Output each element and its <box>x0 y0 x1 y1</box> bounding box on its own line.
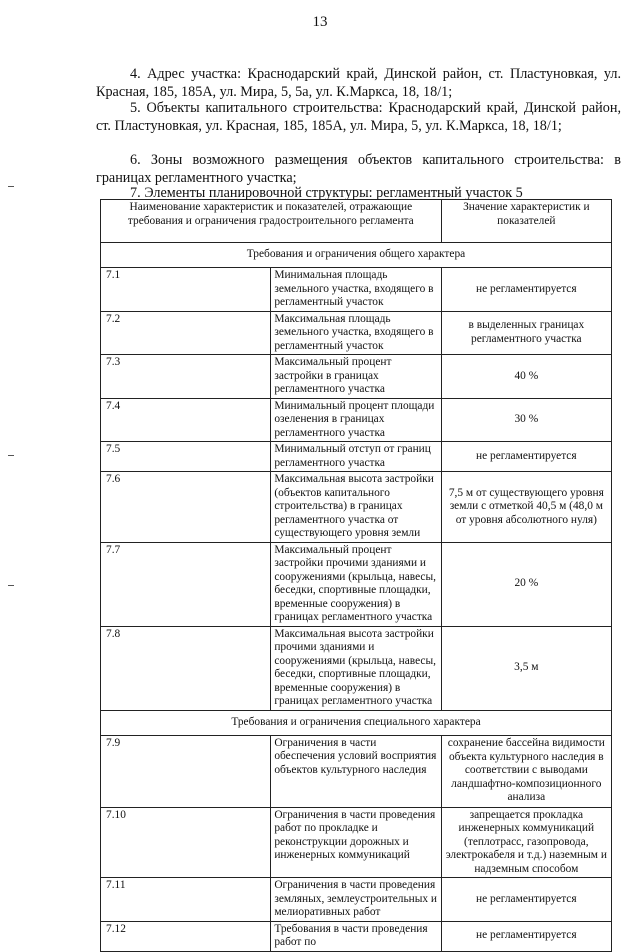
page-number: 13 <box>312 14 328 30</box>
table-row <box>101 311 612 355</box>
table-row <box>101 921 612 951</box>
row-value: не регламентируется <box>441 878 611 922</box>
header-name-cell: Наименование характеристик и показателей, отражающие требования и ограничения градостроительного регламента <box>101 200 442 243</box>
row-name: Требования в части проведения работ по <box>271 921 441 951</box>
row-number: 7.10 <box>101 807 271 878</box>
row-value: 30 % <box>441 398 611 442</box>
row-value: 20 % <box>441 542 611 626</box>
row-number: 7.2 <box>101 311 271 355</box>
section-title: Требования и ограничения специального характера <box>101 710 612 735</box>
row-number: 7.1 <box>101 268 271 312</box>
row-name: Максимальный процент застройки в границах регламентного участка <box>271 355 441 399</box>
row-value: не регламентируется <box>441 442 611 472</box>
paragraph-objects: 5. Объекты капитального строительства: Краснодарский край, Динской район, ст. Пластуновкая, ул. Красная, 185, 185А, ул. Мира, 5, ул. К.Маркса, 18, 18/1; <box>96 100 621 134</box>
table-header-row <box>101 200 612 243</box>
row-value: 40 % <box>441 355 611 399</box>
row-number: 7.8 <box>101 626 271 710</box>
section-row-special <box>101 710 612 735</box>
row-number: 7.4 <box>101 398 271 442</box>
paragraph-structure: 7. Элементы планировочной структуры: регламентный участок 5 <box>130 185 523 201</box>
row-name: Минимальный процент площади озеленения в границах регламентного участка <box>271 398 441 442</box>
row-value: запрещается прокладка инженерных коммуникаций (теплотрасс, газопровода, электрокабеля и т.д.) наземным и надземным способом <box>441 807 611 878</box>
row-name: Минимальная площадь земельного участка, входящего в регламентный участок <box>271 268 441 312</box>
table-row <box>101 626 612 710</box>
margin-mark <box>8 585 14 586</box>
regulation-table <box>100 199 612 952</box>
table-row <box>101 735 612 807</box>
row-number: 7.5 <box>101 442 271 472</box>
table-row <box>101 807 612 878</box>
table-row <box>101 542 612 626</box>
section-title: Требования и ограничения общего характера <box>101 243 612 268</box>
row-value: 3,5 м <box>441 626 611 710</box>
row-value: не регламентируется <box>441 921 611 951</box>
row-number: 7.7 <box>101 542 271 626</box>
row-value: в выделенных границах регламентного участка <box>441 311 611 355</box>
row-number: 7.6 <box>101 472 271 543</box>
row-number: 7.11 <box>101 878 271 922</box>
paragraph-zones: 6. Зоны возможного размещения объектов капитального строительства: в границах регламентного участка; <box>96 152 621 186</box>
table-row <box>101 472 612 543</box>
row-name: Максимальный процент застройки прочими зданиями и сооружениями (крыльца, навесы, беседки, спортивные площадки, временные сооружения) в границах регламентного участка <box>271 542 441 626</box>
row-number: 7.3 <box>101 355 271 399</box>
section-row-general <box>101 243 612 268</box>
row-value: не регламентируется <box>441 268 611 312</box>
row-name: Максимальная высота застройки (объектов капитального строительства) в границах регламентного участка от существующего уровня земли <box>271 472 441 543</box>
row-number: 7.12 <box>101 921 271 951</box>
paragraph-address: 4. Адрес участка: Краснодарский край, Динской район, ст. Пластуновкая, ул. Красная, 185, 185А, ул. Мира, 5, 5а, ул. К.Маркса, 18, 18/1; <box>96 66 621 100</box>
row-name: Ограничения в части проведения земляных, землеустроительных и мелиоративных работ <box>271 878 441 922</box>
table-row <box>101 878 612 922</box>
row-name: Ограничения в части обеспечения условий восприятия объектов культурного наследия <box>271 735 441 807</box>
row-value: 7,5 м от существующего уровня земли с отметкой 40,5 м (48,0 м от уровня абсолютного нуля) <box>441 472 611 543</box>
margin-mark <box>8 186 14 187</box>
row-name: Ограничения в части проведения работ по прокладке и реконструкции дорожных и инженерных коммуникаций <box>271 807 441 878</box>
table-row <box>101 442 612 472</box>
row-name: Максимальная площадь земельного участка, входящего в регламентный участок <box>271 311 441 355</box>
row-name: Минимальный отступ от границ регламентного участка <box>271 442 441 472</box>
row-name: Максимальная высота застройки прочими зданиями и сооружениями (крыльца, навесы, беседки, спортивные площадки, временные сооружения) в границах регламентного участка <box>271 626 441 710</box>
row-number: 7.9 <box>101 735 271 807</box>
row-value: сохранение бассейна видимости объекта культурного наследия в соответствии с выводами ландшафтно-композиционного анализа <box>441 735 611 807</box>
table-row <box>101 355 612 399</box>
table-row <box>101 398 612 442</box>
header-value-cell: Значение характеристик и показателей <box>441 200 611 243</box>
margin-mark <box>8 455 14 456</box>
table-row <box>101 268 612 312</box>
